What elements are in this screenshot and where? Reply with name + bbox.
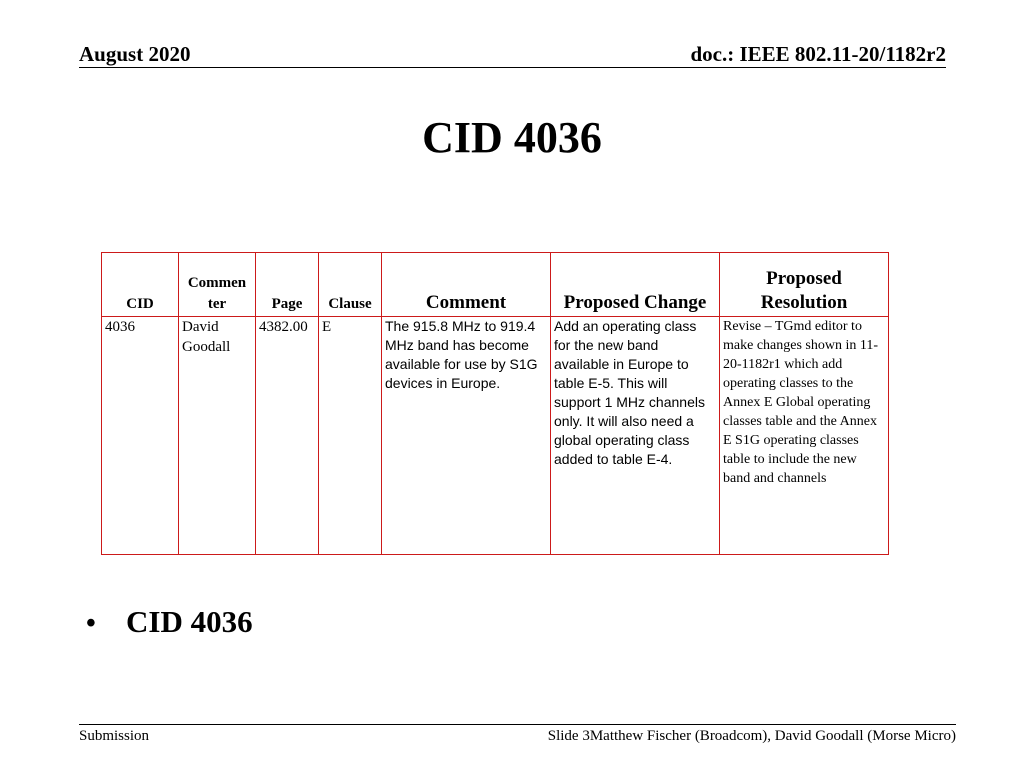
footer-slide-info: Slide 3Matthew Fischer (Broadcom), David Goodall (Morse Micro) [547, 728, 956, 744]
slide-title: CID 4036 [422, 113, 602, 162]
header-cid: CID [102, 253, 179, 317]
cell-proposed-change: Add an operating class for the new band available in Europe to table E-5. This will support 1 MHz channels only. It will also need a global operating class added to table E-4. [551, 317, 720, 555]
header-page: Page [256, 253, 319, 317]
cell-proposed-resolution: Revise – TGmd editor to make changes shown in 11-20-1182r1 which add operating classes to the Annex E Global operating classes table and the Annex E S1G operating classes table to include the new band and channels [720, 317, 889, 555]
comment-table [101, 252, 889, 555]
header-divider [79, 67, 946, 68]
header-clause: Clause [319, 253, 382, 317]
cell-page: 4382.00 [256, 317, 319, 555]
cell-clause: E [319, 317, 382, 555]
bullet-icon: • [86, 608, 96, 639]
footer-divider [79, 724, 956, 725]
header-doc-id: doc.: IEEE 802.11-20/1182r2 [690, 42, 946, 66]
header-proposed-resolution: Proposed Resolution [720, 253, 889, 317]
header-date: August 2020 [79, 42, 191, 66]
bullet-item [86, 604, 253, 640]
table-row [102, 317, 889, 555]
table-header-row [102, 253, 889, 317]
header-comment: Comment [382, 253, 551, 317]
bullet-text: CID 4036 [126, 604, 253, 639]
cell-cid: 4036 [102, 317, 179, 555]
footer-submission: Submission [79, 728, 150, 744]
header-commenter: Commen ter [179, 253, 256, 317]
cell-commenter: David Goodall [179, 317, 256, 555]
cell-comment: The 915.8 MHz to 919.4 MHz band has become available for use by S1G devices in Europe. [382, 317, 551, 555]
header-proposed-change: Proposed Change [551, 253, 720, 317]
